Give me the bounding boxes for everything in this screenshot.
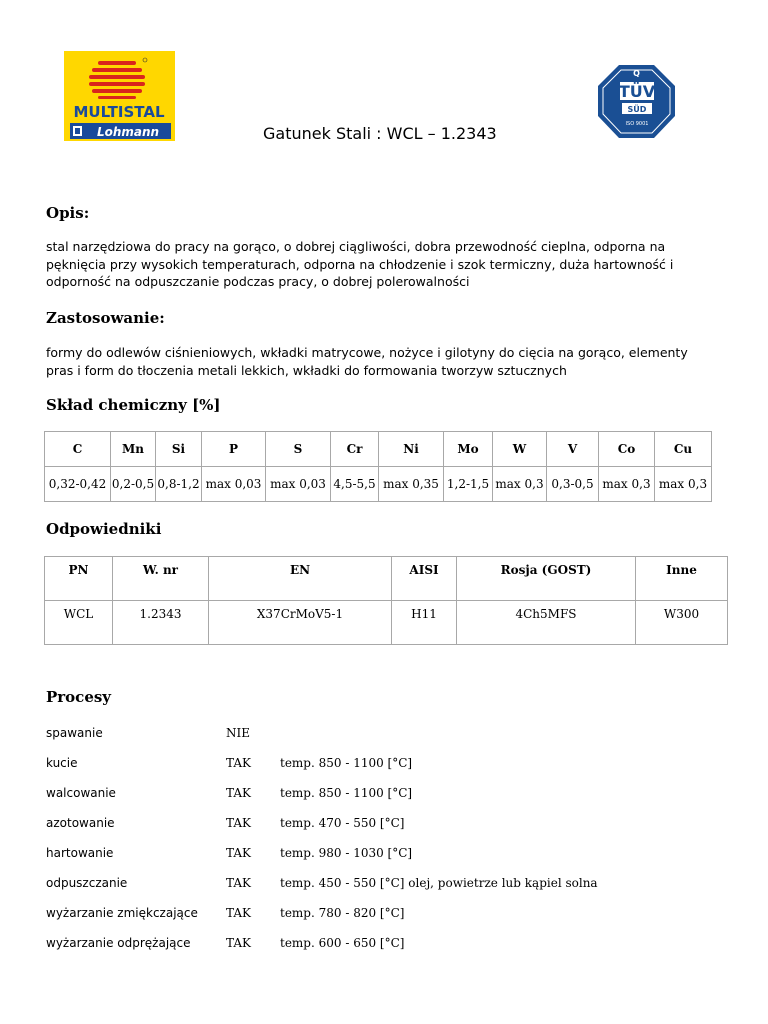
svg-text:TÜV: TÜV <box>618 82 656 101</box>
process-temp: temp. 980 - 1030 [°C] <box>280 846 413 860</box>
process-value: TAK <box>226 906 251 920</box>
table-header-cell: S <box>266 432 331 467</box>
process-name: kucie <box>46 756 78 770</box>
table-header-cell: Inne <box>636 557 728 601</box>
table-header-cell: W <box>493 432 547 467</box>
table-header-cell: Si <box>156 432 202 467</box>
table-header-cell: Co <box>599 432 655 467</box>
table-cell: H11 <box>392 601 457 645</box>
opis-heading: Opis: <box>46 204 90 222</box>
table-header-cell: PN <box>45 557 113 601</box>
table-cell: 4,5-5,5 <box>331 467 379 502</box>
process-row <box>46 726 726 744</box>
odpowiedniki-heading: Odpowiedniki <box>46 520 162 538</box>
svg-text:MULTISTAL: MULTISTAL <box>73 103 165 121</box>
process-temp: temp. 850 - 1100 [°C] <box>280 786 413 800</box>
process-name: wyżarzanie zmiękczające <box>46 906 198 920</box>
table-cell: max 0,03 <box>266 467 331 502</box>
process-temp: temp. 600 - 650 [°C] <box>280 936 405 950</box>
opis-line: odporność na odpuszczanie podczas pracy, o dobrej polerowalności <box>46 274 470 289</box>
opis-line: pęknięcia przy wysokich temperaturach, odporna na chłodzenie i szok termiczny, duża hartowność i <box>46 256 674 272</box>
process-row <box>46 846 726 864</box>
process-name: azotowanie <box>46 816 115 830</box>
table-cell: 1.2343 <box>113 601 209 645</box>
process-row <box>46 906 726 924</box>
process-temp: temp. 780 - 820 [°C] <box>280 906 405 920</box>
table-cell: X37CrMoV5-1 <box>209 601 392 645</box>
table-header-cell: P <box>202 432 266 467</box>
document-title: Gatunek Stali : WCL – 1.2343 <box>263 124 497 143</box>
table-cell: max 0,3 <box>493 467 547 502</box>
multistal-logo <box>64 51 175 141</box>
table-header-row <box>45 557 728 601</box>
table-header-cell: Mn <box>111 432 156 467</box>
table-cell: 0,3-0,5 <box>547 467 599 502</box>
process-value: TAK <box>226 786 251 800</box>
process-value: TAK <box>226 816 251 830</box>
table-row <box>45 601 728 645</box>
process-temp: temp. 450 - 550 [°C] olej, powietrze lub kąpiel solna <box>280 876 598 890</box>
table-header-cell: Cr <box>331 432 379 467</box>
table-header-cell: Mo <box>444 432 493 467</box>
process-temp: temp. 470 - 550 [°C] <box>280 816 405 830</box>
table-header-cell: V <box>547 432 599 467</box>
svg-text:SÜD: SÜD <box>627 105 647 114</box>
table-header-cell: AISI <box>392 557 457 601</box>
table-cell: 0,32-0,42 <box>45 467 111 502</box>
table-cell: W300 <box>636 601 728 645</box>
svg-text:Lohmann: Lohmann <box>96 125 160 139</box>
table-header-cell: Rosja (GOST) <box>457 557 636 601</box>
table-header-cell: Cu <box>655 432 712 467</box>
process-row <box>46 816 726 834</box>
process-temp: temp. 850 - 1100 [°C] <box>280 756 413 770</box>
process-name: wyżarzanie odprężające <box>46 936 191 950</box>
process-value: NIE <box>226 726 250 740</box>
svg-text:Q: Q <box>633 69 640 78</box>
table-cell: max 0,35 <box>379 467 444 502</box>
process-row <box>46 936 726 954</box>
table-header-cell: EN <box>209 557 392 601</box>
table-cell: max 0,03 <box>202 467 266 502</box>
zastosowanie-text <box>46 344 688 379</box>
table-cell: 1,2-1,5 <box>444 467 493 502</box>
opis-line: stal narzędziowa do pracy na gorąco, o dobrej ciągliwości, dobra przewodność cieplna, odporna na <box>46 239 666 254</box>
table-cell: WCL <box>45 601 113 645</box>
chemical-composition-table <box>44 431 712 502</box>
table-cell: 0,2-0,5 <box>111 467 156 502</box>
procesy-heading: Procesy <box>46 688 112 706</box>
process-name: spawanie <box>46 726 103 740</box>
table-header-cell: C <box>45 432 111 467</box>
table-header-cell: W. nr <box>113 557 209 601</box>
table-cell: max 0,3 <box>655 467 712 502</box>
process-value: TAK <box>226 756 251 770</box>
process-row <box>46 876 726 894</box>
tuv-sud-iso-logo <box>596 62 677 140</box>
process-name: hartowanie <box>46 846 114 860</box>
table-row <box>45 467 712 502</box>
process-name: walcowanie <box>46 786 116 800</box>
table-cell: 0,8-1,2 <box>156 467 202 502</box>
process-value: TAK <box>226 936 251 950</box>
process-row <box>46 786 726 804</box>
process-name: odpuszczanie <box>46 876 128 890</box>
table-header-cell: Ni <box>379 432 444 467</box>
table-header-row <box>45 432 712 467</box>
zastosowanie-heading: Zastosowanie: <box>46 309 165 327</box>
sklad-heading: Skład chemiczny [%] <box>46 396 221 414</box>
zastosowanie-line: pras i form do tłoczenia metali lekkich, wkładki do formowania tworzyw sztucznych <box>46 362 567 378</box>
equivalents-table <box>44 556 728 645</box>
table-cell: 4Ch5MFS <box>457 601 636 645</box>
zastosowanie-line: formy do odlewów ciśnieniowych, wkładki matrycowe, nożyce i gilotyny do cięcia na gorąco, elementy <box>46 345 688 360</box>
process-value: TAK <box>226 876 251 890</box>
table-cell: max 0,3 <box>599 467 655 502</box>
process-value: TAK <box>226 846 251 860</box>
opis-text <box>46 238 673 291</box>
process-row <box>46 756 726 774</box>
svg-text:ISO 9001: ISO 9001 <box>625 121 649 127</box>
